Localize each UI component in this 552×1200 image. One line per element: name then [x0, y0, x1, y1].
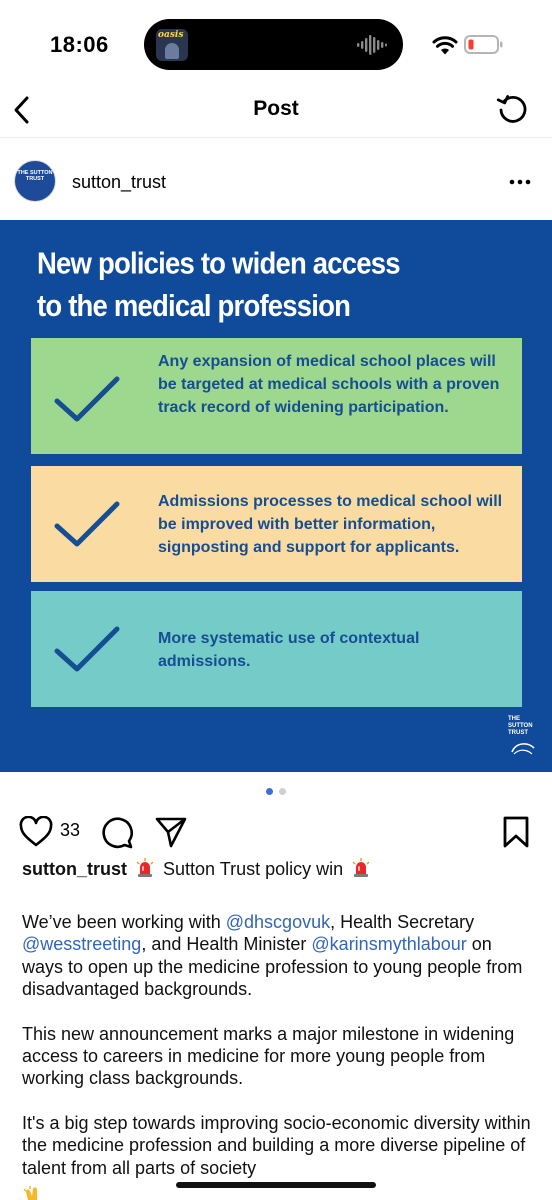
siren-emoji-icon: [352, 858, 370, 878]
audio-waveform-icon: [357, 34, 387, 56]
like-count[interactable]: 33: [60, 820, 81, 840]
logo-swoosh-icon: [508, 738, 540, 758]
image-headline-line1: New policies to widen access: [37, 245, 400, 281]
bookmark-icon[interactable]: [502, 815, 530, 849]
post-image[interactable]: [0, 220, 552, 772]
policy-card-2-text: Admissions processes to medical school will be improved with better information, signposting and support for applicants.: [158, 493, 503, 556]
caption-paragraph-3: It's a big step towards improving socio-economic diversity within the medicine profession and building a more diverse pipeline of talent from all parts of society: [22, 1112, 531, 1178]
policy-card-1-text: Any expansion of medical school places will be targeted at medical schools with a proven track record of widening participation.: [158, 353, 500, 416]
checkmark-icon: [53, 625, 121, 675]
status-time: 18:06: [50, 32, 109, 57]
caption-text: on ways to open up the medicine profession to young people from disadvantaged backgrounds.: [22, 934, 523, 1000]
post-caption: [22, 858, 532, 1179]
clapping-hands-emoji-icon: [22, 1186, 48, 1200]
siren-emoji-icon: [136, 858, 154, 878]
carousel-dot-active[interactable]: [266, 788, 273, 795]
avatar-logo-text: THE SUTTON TRUST: [17, 170, 53, 182]
caption-text: , Health Secretary: [330, 912, 475, 932]
nav-header: [0, 88, 552, 138]
paper-plane-icon[interactable]: [154, 815, 188, 849]
status-indicators: [432, 33, 506, 57]
caption-text: We’ve been working with: [22, 912, 226, 932]
image-headline: [37, 242, 517, 327]
mention-link[interactable]: @dhscgovuk: [225, 912, 331, 932]
caption-text: , and Health Minister: [141, 934, 312, 955]
checkmark-icon: [53, 375, 121, 425]
comment-icon[interactable]: [100, 815, 134, 849]
image-headline-line2: to the medical profession: [37, 287, 351, 323]
more-options-icon[interactable]: [508, 178, 532, 186]
now-playing-label: oasis: [158, 30, 184, 40]
mention-link[interactable]: @karinsmythlabour: [311, 934, 467, 955]
now-playing-artwork: [156, 29, 188, 61]
status-bar: [0, 0, 552, 88]
policy-card-2: [31, 466, 522, 582]
post-actions: [0, 810, 552, 854]
page-title: Post: [253, 97, 299, 120]
caption-headline-line: [22, 858, 532, 888]
avatar[interactable]: [14, 160, 56, 202]
caption-paragraph-1: [22, 911, 532, 1001]
wifi-icon: [432, 34, 458, 56]
heart-icon[interactable]: [19, 816, 53, 848]
battery-icon: [464, 34, 504, 56]
caption-headline: Sutton Trust policy win: [163, 859, 344, 879]
policy-card-1: [31, 338, 522, 454]
home-indicator[interactable]: [176, 1182, 376, 1188]
caption-paragraph-2: This new announcement marks a major milestone in widening access to careers in medicine for more young people from working class backgrounds.: [22, 1023, 515, 1089]
refresh-icon[interactable]: [496, 92, 530, 126]
mention-link[interactable]: @wesstreeting: [22, 934, 142, 955]
dynamic-island[interactable]: [144, 19, 403, 70]
brand-logo-text: THE SUTTON TRUST: [508, 716, 533, 736]
caption-username[interactable]: sutton_trust: [22, 859, 127, 879]
policy-card-3: [31, 591, 522, 707]
post-header: [0, 138, 552, 220]
post-username[interactable]: sutton_trust: [72, 172, 167, 192]
policy-card-3-text: More systematic use of contextual admissions.: [158, 630, 420, 670]
carousel-dot[interactable]: [279, 788, 286, 795]
artwork-figure: [165, 43, 179, 59]
carousel-indicator: [0, 788, 552, 798]
checkmark-icon: [53, 500, 121, 550]
sutton-trust-logo: [508, 714, 540, 758]
